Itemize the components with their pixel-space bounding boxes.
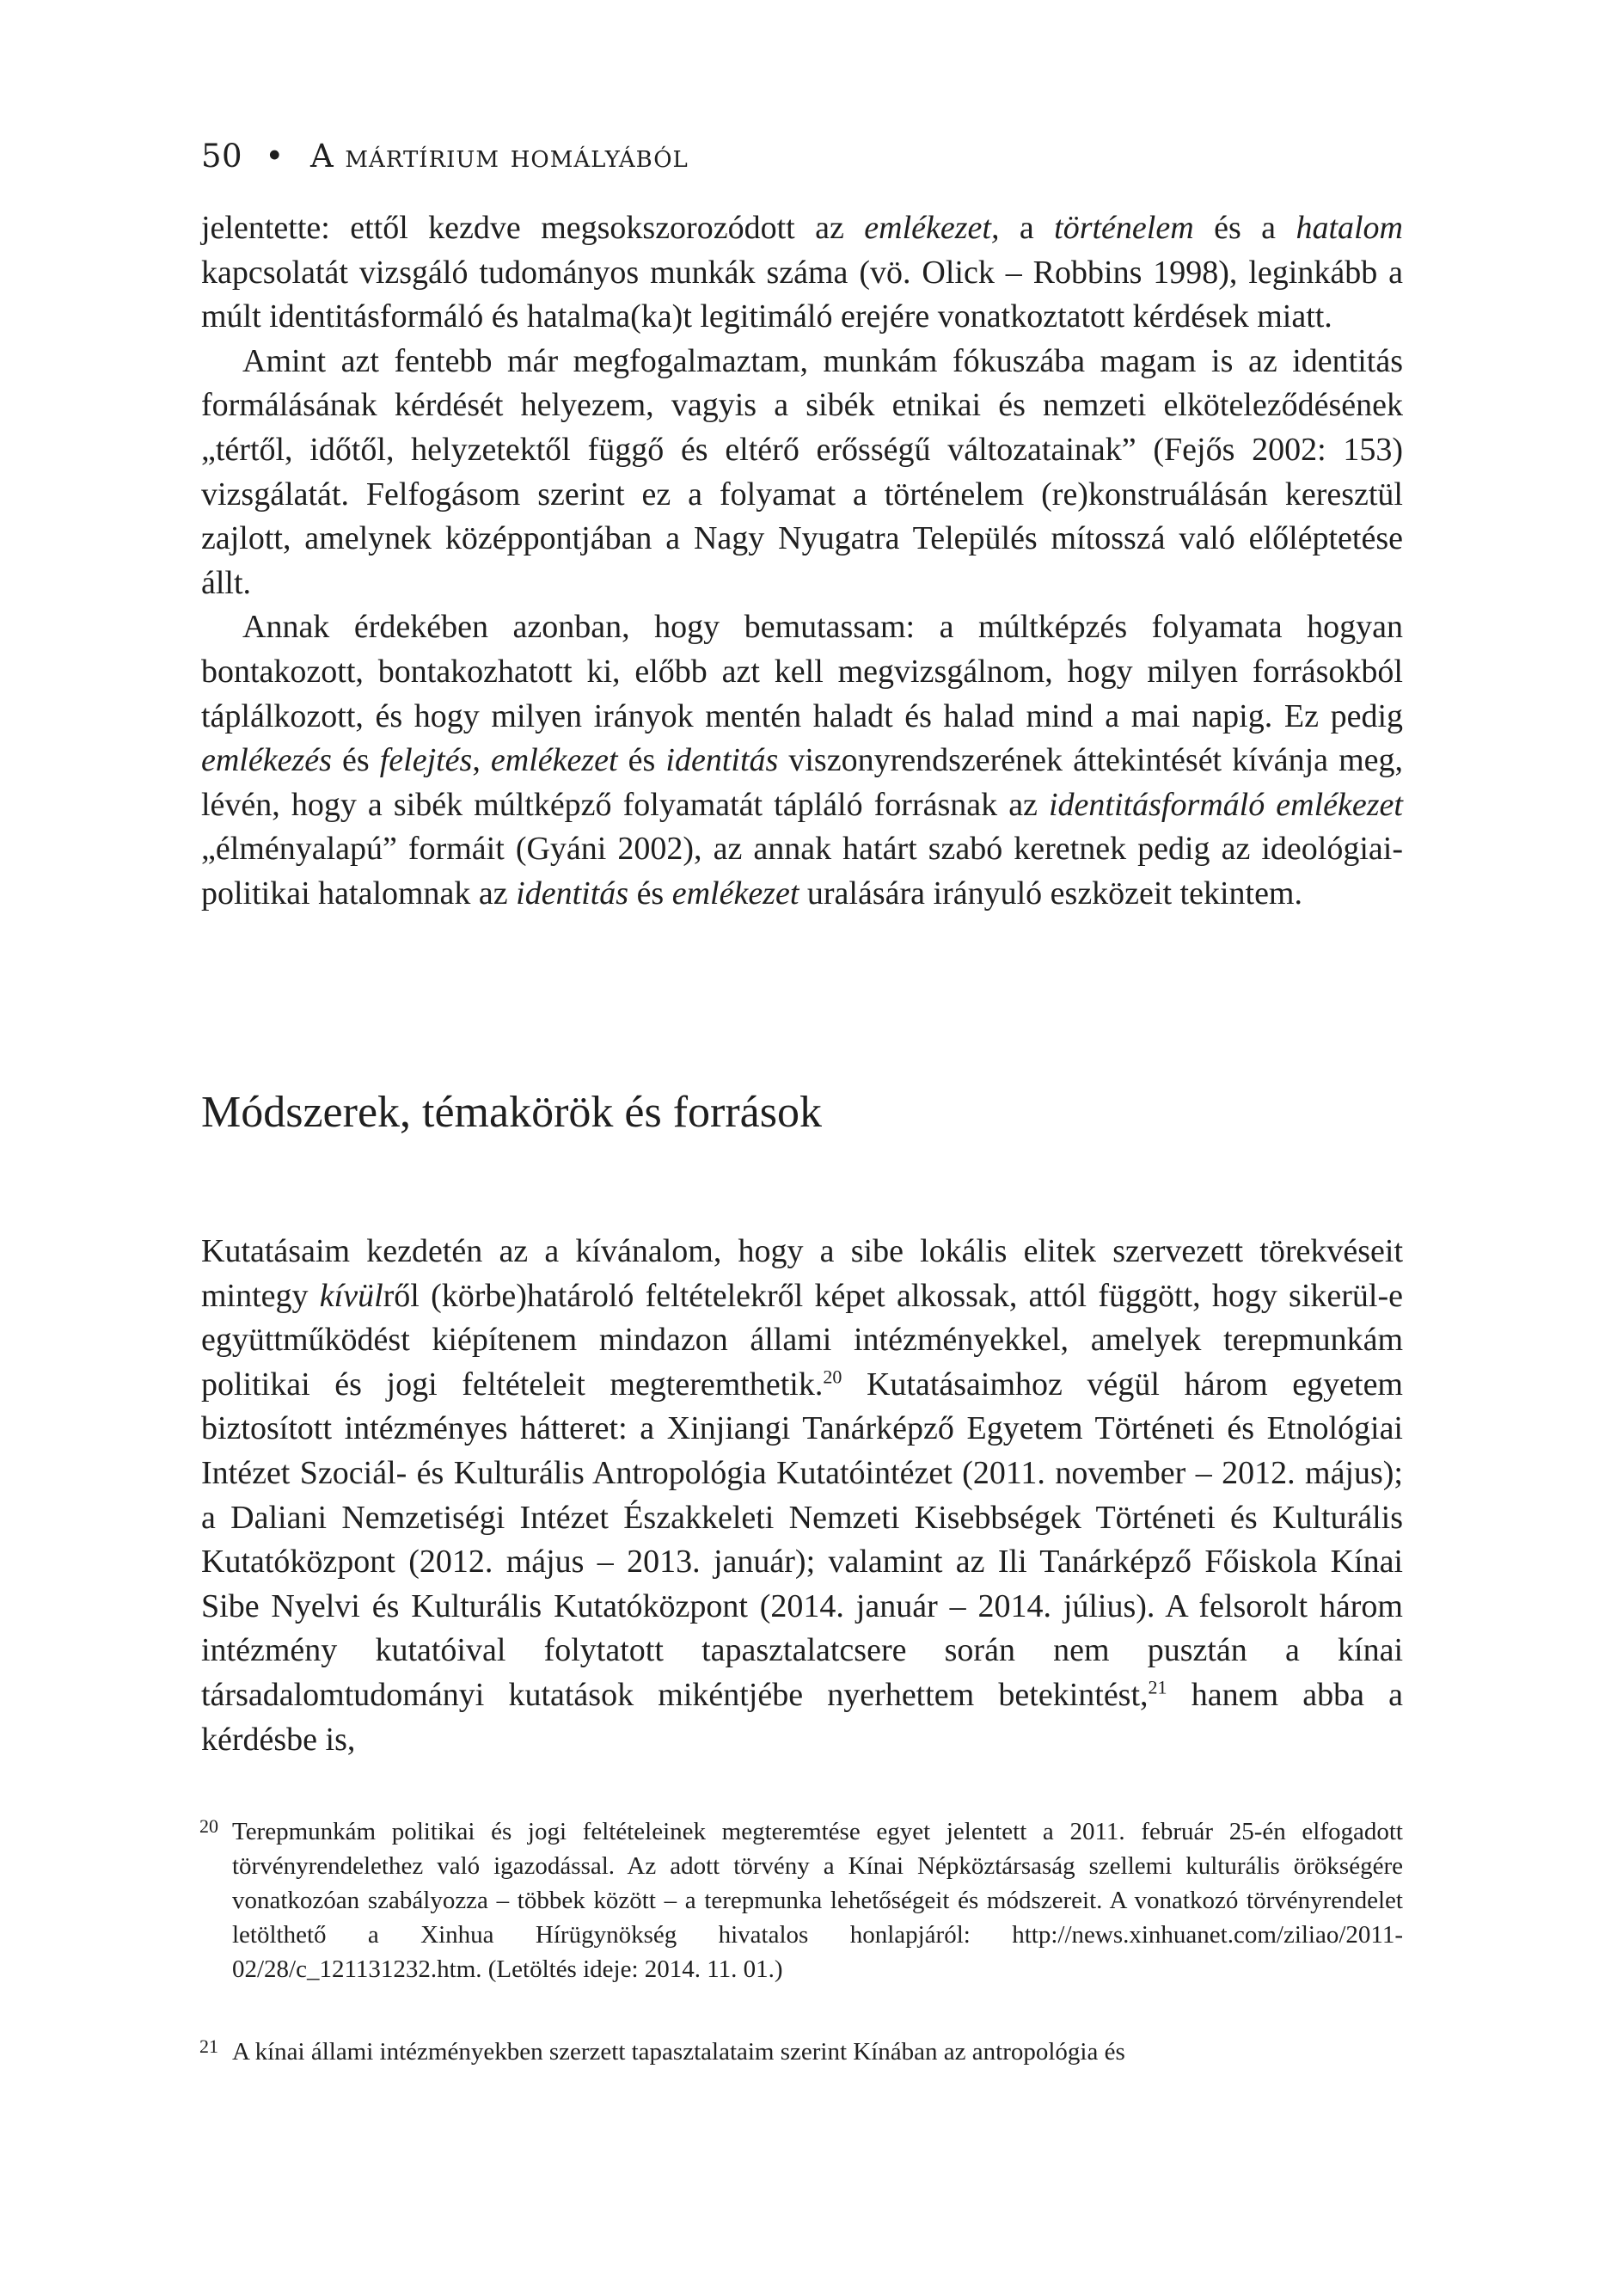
page-number: 50 <box>201 138 243 175</box>
emphasis-text: identitásformáló emlékezet <box>1049 786 1403 823</box>
text-run: viszonyrendszerének áttekintését kívánja meg, lévén, hogy a sibék múltképző folyamatát tápláló forrásnak az <box>201 742 1404 823</box>
text-run: Amint azt fentebb már megfogalmaztam, munkám fókuszába magam is az identitás formálásának kérdését helyezem, vagyis a sibék etnikai és nemzeti elköteleződésének „tértől, időtől, helyzetektől függő és eltérő erősségű változatainak” (Fejős 2002: 153) vizsgálatát. Felfogásom szerint ez a folyamat a történelem (re)konstruálásán keresztül zajlott, amelynek középpontjában a Nagy Nyugatra Település mítosszá való előléptetése állt. <box>201 342 1403 601</box>
footnote-20 <box>199 1814 1403 1986</box>
header-separator: • <box>265 138 285 175</box>
footnote-reference[interactable]: 21 <box>1148 1676 1167 1698</box>
emphasis-text: történelem <box>1054 210 1194 246</box>
emphasis-text: felejtés <box>379 742 473 779</box>
text-run: „élményalapú” formáit (Gyáni 2002), az annak határt szabó keretnek pedig az ideológiai-politikai hatalomnak az <box>201 831 1403 912</box>
paragraph <box>201 206 1403 340</box>
running-head <box>201 138 689 175</box>
footnote-mark: 20 <box>199 1815 218 1837</box>
paragraph <box>201 605 1403 916</box>
emphasis-text: emlékezet, <box>864 210 1000 246</box>
footnote-21 <box>199 2035 1403 2069</box>
text-run: és <box>617 742 666 779</box>
text-run: jelentette: ettől kezdve megsokszorozódott az <box>201 210 865 246</box>
paragraph <box>201 1230 1403 1762</box>
paragraph <box>201 340 1403 606</box>
text-run: kapcsolatát vizsgáló tudományos munkák száma (vö. Olick – Robbins 1998), leginkább a múlt identitásformáló és hatalma(ka)t legitimáló erejére vonatkoztatott kérdések miatt. <box>201 254 1403 335</box>
footnote-text: Terepmunkám politikai és jogi feltételeinek megteremtése egyet jelentett a 2011. február 25-én elfogadott törvényrendelethez való igazodással. Az adott törvény a Kínai Népköztársaság szellemi kulturális örökségére vonatkozóan szabályozza – többek között – a terepmunka lehetőségeit és módszereit. A vonatkozó törvényrendelet letölthető a Xinhua Hírügynökség hivatalos honlapjáról: http://news.xinhuanet.com/ziliao/2011-02/28/c_121131232.htm. (Letöltés ideje: 2014. 11. 01.) <box>232 1818 1403 1983</box>
text-run: uralására irányuló eszközeit tekintem. <box>799 875 1302 912</box>
text-run: hanem abba a kérdésbe is, <box>201 1676 1403 1758</box>
emphasis-text: emlékezés <box>201 742 332 779</box>
emphasis-text: hatalom <box>1296 210 1403 246</box>
emphasis-text: identitás <box>516 875 629 912</box>
text-run: és a <box>1193 210 1296 246</box>
footnote-reference[interactable]: 20 <box>823 1366 842 1388</box>
running-title: A mártírium homályából <box>309 138 689 175</box>
body-text-top <box>201 206 1403 917</box>
footnote-mark: 21 <box>199 2035 218 2057</box>
text-run: a <box>999 210 1055 246</box>
body-text-section <box>201 1230 1403 1762</box>
text-run: ről (körbe)határoló feltételekről képet alkossak, attól függött, hogy sikerül-e együttműködést kiépítenem mindazon állami intézményekkel, amelyek terepmunkám politikai és jogi feltételeit megteremthetik. <box>201 1277 1404 1403</box>
emphasis-text: kívül <box>319 1277 383 1314</box>
text-run: Annak érdekében azonban, hogy bemutassam: a múltképzés folyamata hogyan bontakozott, bontakozhatott ki, előbb azt kell megvizsgálnom, hogy milyen forrásokból táplálkozott, és hogy milyen irányok mentén haladt és halad mind a mai napig. Ez pedig <box>201 609 1403 734</box>
text-run: és <box>331 742 380 779</box>
section-heading: Módszerek, témakörök és források <box>201 1088 822 1137</box>
text-run: , <box>472 742 491 779</box>
emphasis-text: emlékezet <box>490 742 618 779</box>
text-run: Kutatásaim kezdetén az a kívánalom, hogy a sibe lokális elitek szervezett törekvéseit mintegy <box>201 1233 1403 1314</box>
text-run: és <box>628 875 672 912</box>
footnote-text: A kínai állami intézményekben szerzett tapasztalataim szerint Kínában az antropológia és <box>232 2038 1125 2066</box>
text-run: Kutatásaimhoz végül három egyetem biztosított intézményes hátteret: a Xinjiangi Tanárképző Egyetem Történeti és Etnológiai Intézet Szociál- és Kulturális Antropológia Kutatóintézet (2011. november – 2012. május); a Daliani Nemzetiségi Intézet Északkeleti Nemzeti Kisebbségek Történeti és Kulturális Kutatóközpont (2012. május – 2013. január); valamint az Ili Tanárképző Főiskola Kínai Sibe Nyelvi és Kulturális Kutatóközpont (2014. január – 2014. július). A felsorolt három intézmény kutatóival folytatott tapasztalatcsere során nem pusztán a kínai társadalomtudományi kutatások mikéntjébe nyerhettem betekintést, <box>201 1366 1403 1713</box>
emphasis-text: identitás <box>665 742 779 779</box>
emphasis-text: emlékezet <box>671 875 799 912</box>
